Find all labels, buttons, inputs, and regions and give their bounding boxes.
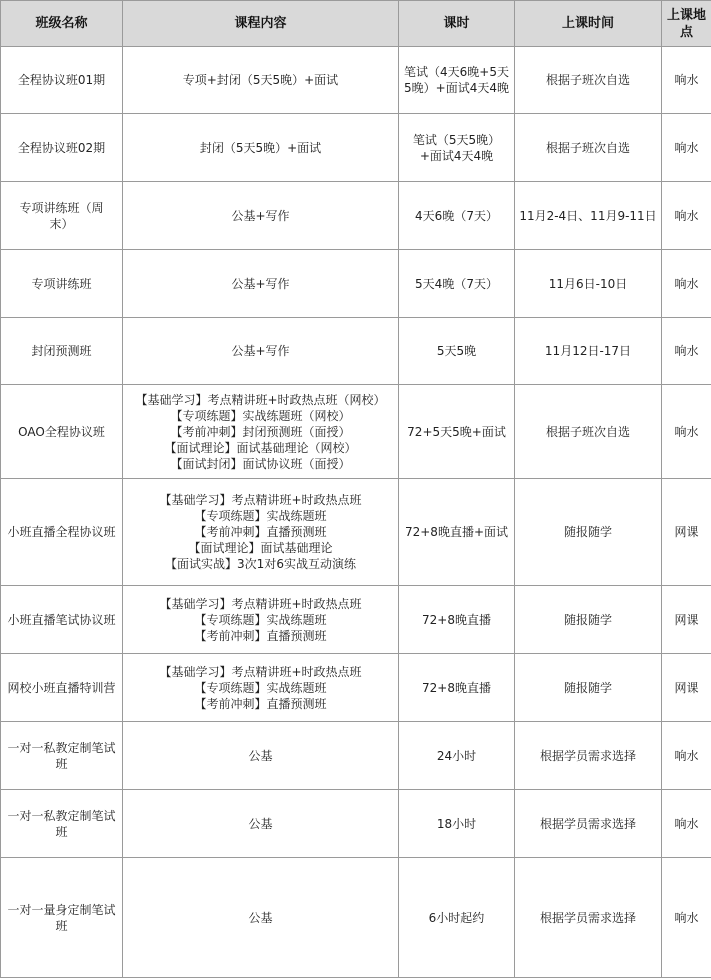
location-cell xyxy=(662,722,711,790)
class-name-cell-text: 网校小班直播特训营 xyxy=(7,680,116,695)
table-row xyxy=(1,858,711,978)
schedule-cell-text: 根据子班次自选 xyxy=(545,424,630,439)
class-name-cell xyxy=(1,250,123,318)
location-cell-text: 网课 xyxy=(674,680,699,695)
hours-cell xyxy=(399,318,515,385)
hours-cell-text: 72+8晚直播 xyxy=(422,612,491,627)
schedule-cell xyxy=(515,654,662,722)
course-content-line: 【面试理论】面试基础理论 xyxy=(188,541,333,555)
class-name-cell-text: 专项讲练班 xyxy=(31,276,92,291)
course-content-line: 【考前冲刺】直播预测班 xyxy=(194,525,327,539)
location-cell-text: 响水 xyxy=(674,910,699,925)
class-name-cell xyxy=(1,385,123,479)
hours-cell xyxy=(399,182,515,250)
location-cell xyxy=(662,654,711,722)
class-name-cell xyxy=(1,654,123,722)
class-name-cell xyxy=(1,722,123,790)
schedule-cell xyxy=(515,47,662,114)
course-content-cell xyxy=(123,114,399,182)
hours-cell-text: 笔试（4天6晚+5天5晚）+面试4天4晚 xyxy=(404,65,509,95)
schedule-cell-text: 根据学员需求选择 xyxy=(539,816,636,831)
hours-cell xyxy=(399,47,515,114)
class-name-cell-text: 一对一量身定制笔试班 xyxy=(7,902,116,933)
hours-cell xyxy=(399,858,515,978)
table-row xyxy=(1,385,711,479)
schedule-cell-text: 根据学员需求选择 xyxy=(539,748,636,763)
hours-cell-text: 72+8晚直播+面试 xyxy=(404,525,508,539)
class-name-cell-text: 一对一私教定制笔试班 xyxy=(7,740,116,771)
hours-cell xyxy=(399,385,515,479)
location-cell-text: 响水 xyxy=(674,140,699,155)
course-content-cell-text: 公基 xyxy=(248,816,273,831)
hours-cell-text: 24小时 xyxy=(436,748,477,763)
class-name-cell xyxy=(1,479,123,586)
schedule-cell xyxy=(515,858,662,978)
hours-cell-text: 5天5晚 xyxy=(436,344,477,358)
location-cell xyxy=(662,385,711,479)
course-content-cell-text: 公基 xyxy=(248,910,273,925)
course-content-cell-text: 公基 xyxy=(248,748,273,763)
schedule-cell xyxy=(515,790,662,858)
header-hours: 课时 xyxy=(399,1,515,47)
course-content-cell xyxy=(123,250,399,318)
location-cell-text: 网课 xyxy=(674,525,699,539)
course-content-line: 【考前冲刺】直播预测班 xyxy=(194,628,327,643)
class-name-cell-text: 全程协议班02期 xyxy=(17,140,106,155)
header-schedule: 上课时间 xyxy=(515,1,662,47)
course-content-line: 【专项练题】实战练题班 xyxy=(194,509,327,523)
schedule-cell xyxy=(515,586,662,654)
class-name-cell-text: 全程协议班01期 xyxy=(17,73,106,87)
class-name-cell xyxy=(1,790,123,858)
course-content-line: 【专项练题】实战练题班（网校） xyxy=(170,408,351,423)
table-row xyxy=(1,318,711,385)
course-content-cell-text: 专项+封闭（5天5晚）+面试 xyxy=(182,73,339,87)
location-cell-text: 响水 xyxy=(674,748,699,763)
hours-cell xyxy=(399,114,515,182)
course-content-cell xyxy=(123,586,399,654)
table-body xyxy=(1,47,711,978)
location-cell xyxy=(662,114,711,182)
course-content-cell xyxy=(123,858,399,978)
course-content-cell xyxy=(123,385,399,479)
course-content-cell xyxy=(123,654,399,722)
course-content-cell xyxy=(123,318,399,385)
location-cell-text: 响水 xyxy=(674,816,699,831)
course-content-cell-text: 公基+写作 xyxy=(231,208,290,223)
hours-cell-text: 6小时起约 xyxy=(428,910,485,925)
table-row xyxy=(1,182,711,250)
hours-cell-text: 4天6晚（7天） xyxy=(415,208,498,223)
schedule-cell-text: 11月12日-17日 xyxy=(544,344,632,358)
course-content-line: 【专项练题】实战练题班 xyxy=(194,680,327,695)
schedule-cell-text: 随报随学 xyxy=(563,612,612,627)
hours-cell xyxy=(399,790,515,858)
class-name-cell-text: OAO全程协议班 xyxy=(18,424,105,439)
schedule-cell xyxy=(515,318,662,385)
class-name-cell xyxy=(1,586,123,654)
class-name-cell xyxy=(1,47,123,114)
schedule-cell xyxy=(515,182,662,250)
schedule-cell-text: 随报随学 xyxy=(563,680,612,695)
schedule-cell xyxy=(515,114,662,182)
course-content-cell xyxy=(123,722,399,790)
hours-cell xyxy=(399,250,515,318)
table-row xyxy=(1,47,711,114)
header-row xyxy=(1,1,711,47)
schedule-cell-text: 11月6日-10日 xyxy=(548,276,628,291)
class-name-cell-text: 封闭预测班 xyxy=(31,344,92,358)
table-row xyxy=(1,479,711,586)
class-name-cell xyxy=(1,114,123,182)
table-row xyxy=(1,586,711,654)
location-cell-text: 响水 xyxy=(674,208,699,223)
course-content-line: 【基础学习】考点精讲班+时政热点班 xyxy=(159,664,362,679)
location-cell xyxy=(662,858,711,978)
course-content-line: 【考前冲刺】封闭预测班（面授） xyxy=(170,424,351,439)
class-name-cell-text: 小班直播全程协议班 xyxy=(7,525,116,539)
class-name-cell-text: 专项讲练班（周末） xyxy=(19,200,104,231)
table-row xyxy=(1,114,711,182)
schedule-cell xyxy=(515,479,662,586)
hours-cell xyxy=(399,722,515,790)
location-cell-text: 响水 xyxy=(674,424,699,439)
location-cell-text: 网课 xyxy=(674,612,699,627)
class-name-cell xyxy=(1,318,123,385)
header-class-name: 班级名称 xyxy=(1,1,123,47)
schedule-cell-text: 根据子班次自选 xyxy=(545,73,630,87)
course-content-cell xyxy=(123,182,399,250)
hours-cell xyxy=(399,654,515,722)
course-content-line: 【考前冲刺】直播预测班 xyxy=(194,696,327,711)
class-name-cell-text: 一对一私教定制笔试班 xyxy=(7,808,116,839)
schedule-cell-text: 11月2-4日、11月9-11日 xyxy=(519,208,657,223)
location-cell-text: 响水 xyxy=(674,344,699,358)
table-row xyxy=(1,250,711,318)
schedule-cell-text: 随报随学 xyxy=(563,525,612,539)
hours-cell-text: 72+5天5晚+面试 xyxy=(407,424,506,439)
location-cell xyxy=(662,586,711,654)
course-content-line: 【专项练题】实战练题班 xyxy=(194,612,327,627)
location-cell xyxy=(662,318,711,385)
schedule-cell xyxy=(515,385,662,479)
course-content-cell-text: 公基+写作 xyxy=(231,344,290,358)
table-row xyxy=(1,722,711,790)
course-content-cell-text: 封闭（5天5晚）+面试 xyxy=(199,140,322,155)
hours-cell-text: 18小时 xyxy=(436,816,477,831)
course-content-line: 【面试理论】面试基础理论（网校） xyxy=(164,440,357,455)
course-content-cell xyxy=(123,47,399,114)
course-content-cell xyxy=(123,790,399,858)
course-content-line: 【基础学习】考点精讲班+时政热点班（网校） xyxy=(135,392,386,407)
course-content-line: 【面试封闭】面试协议班（面授） xyxy=(170,456,351,471)
schedule-cell xyxy=(515,722,662,790)
header-course-content: 课程内容 xyxy=(123,1,399,47)
class-name-cell xyxy=(1,858,123,978)
course-content-line: 【面试实战】3次1对6实战互动演练 xyxy=(165,557,356,571)
header-location: 上课地点 xyxy=(662,1,711,47)
location-cell xyxy=(662,250,711,318)
course-content-line: 【基础学习】考点精讲班+时政热点班 xyxy=(159,596,362,611)
course-content-line: 【基础学习】考点精讲班+时政热点班 xyxy=(159,493,362,507)
location-cell-text: 响水 xyxy=(674,276,699,291)
hours-cell-text: 72+8晚直播 xyxy=(422,680,491,695)
schedule-cell-text: 根据学员需求选择 xyxy=(539,910,636,925)
hours-cell-text: 5天4晚（7天） xyxy=(415,276,498,291)
course-content-cell-text: 公基+写作 xyxy=(231,276,290,291)
hours-cell xyxy=(399,479,515,586)
class-name-cell xyxy=(1,182,123,250)
schedule-cell xyxy=(515,250,662,318)
location-cell xyxy=(662,182,711,250)
location-cell xyxy=(662,790,711,858)
location-cell-text: 响水 xyxy=(674,73,699,87)
location-cell xyxy=(662,47,711,114)
hours-cell-text: 笔试（5天5晚）+面试4天4晚 xyxy=(412,132,501,163)
table-row xyxy=(1,790,711,858)
hours-cell xyxy=(399,586,515,654)
location-cell xyxy=(662,479,711,586)
class-name-cell-text: 小班直播笔试协议班 xyxy=(7,612,116,627)
schedule-cell-text: 根据子班次自选 xyxy=(545,140,630,155)
table-row xyxy=(1,654,711,722)
course-content-cell xyxy=(123,479,399,586)
